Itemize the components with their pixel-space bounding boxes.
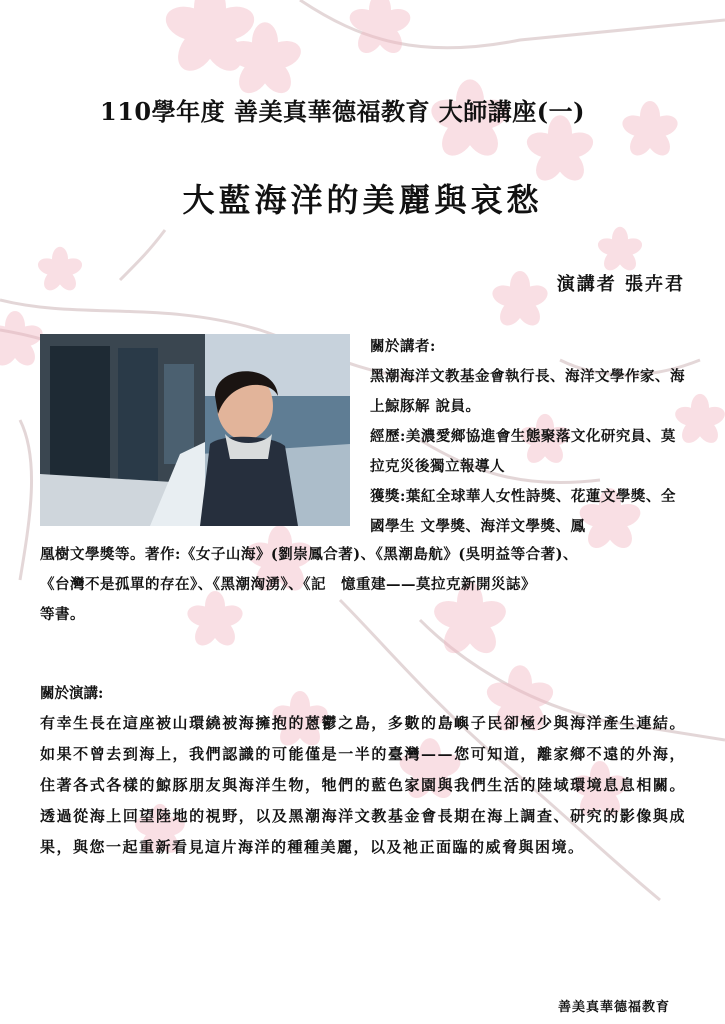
speaker-experience: 經歷:美濃愛鄉協進會生態聚落文化研究員、莫拉克災後獨立報導人 — [370, 428, 676, 475]
about-speaker — [370, 332, 688, 542]
works-line: 凰樹文學獎等。著作:《女子山海》(劉崇鳳合著)、《黑潮島航》(吳明益等合著)、 — [40, 546, 579, 563]
works-line: 《台灣不是孤單的存在》、《黑潮洶湧》、《記 憶重建——莫拉克新開災誌》 — [40, 576, 536, 593]
speaker-awards: 獲獎:葉紅全球華人女性詩獎、花蓮文學獎、全國學生 文學獎、海洋文學獎、鳳 — [370, 488, 676, 535]
footer-org: 善美真華德福教育 — [557, 1000, 670, 1015]
about-speaker-heading: 關於講者: — [370, 338, 436, 355]
about-talk-heading: 關於演講: — [40, 685, 104, 702]
speaker-works — [40, 540, 686, 630]
speaker-photo — [40, 334, 350, 526]
lecture-title: 大藍海洋的美麗與哀愁 — [182, 181, 543, 219]
event-headline: 110學年度 善美真華德福教育 大師講座(一) — [100, 97, 586, 126]
speaker-role: 黑潮海洋文教基金會執行長、海洋文學作家、海上鯨豚解 說員。 — [370, 368, 685, 415]
about-talk-body: 有幸生長在這座被山環繞被海擁抱的蒽鬱之島，多數的島嶼子民卻極少與海洋產生連結。如果不曾去到海上，我們認識的可能僅是一半的臺灣——您可知道，離家鄉不遠的外海，住著各式各樣的鯨豚朋友與海洋生物，牠們的藍色家園與我們生活的陸域環境息息相關。透過從海上回望陸地的視野，以及黑潮海洋文教基金會長期在海上調查、研究的影像與成果，與您一起重新看見這片海洋的種種美麗，以及祂正面臨的威脅與困境。 — [40, 714, 686, 856]
works-line: 等書。 — [40, 606, 85, 623]
speaker-name: 演講者 張卉君 — [556, 274, 685, 295]
